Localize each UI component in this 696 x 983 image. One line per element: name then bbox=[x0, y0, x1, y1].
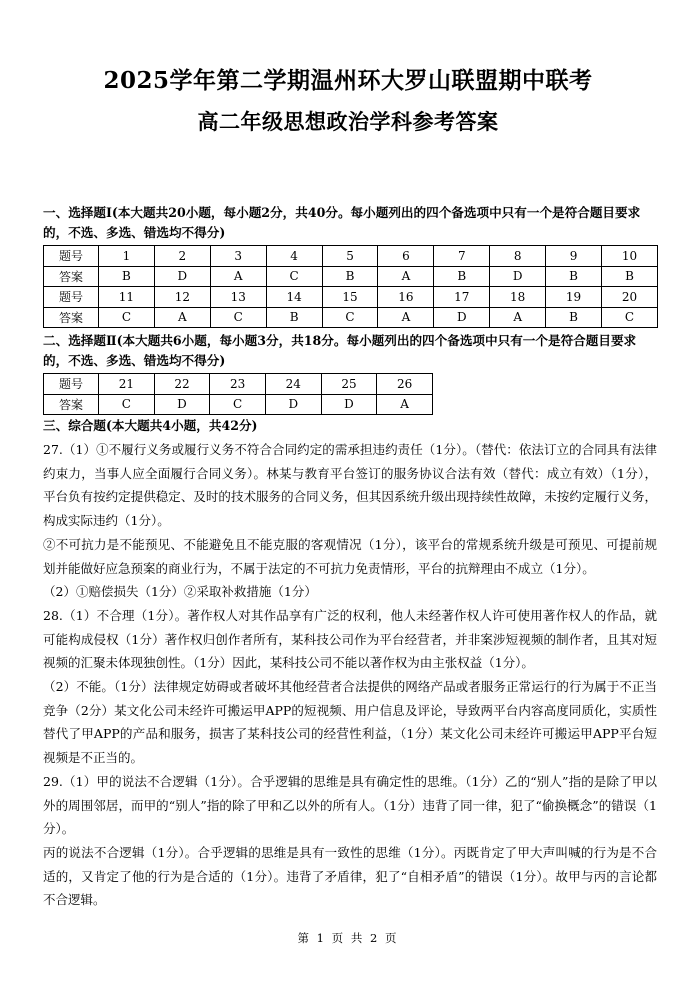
question-number: 5 bbox=[322, 246, 378, 267]
answer-cell: A bbox=[377, 394, 433, 415]
question-number: 6 bbox=[378, 246, 434, 267]
table-row bbox=[44, 266, 658, 287]
section1-answer-table bbox=[43, 245, 658, 328]
question-number: 18 bbox=[490, 287, 546, 308]
answer-cell: A bbox=[378, 266, 434, 287]
question-number: 9 bbox=[546, 246, 602, 267]
table-row bbox=[44, 374, 433, 395]
answer-paragraph-28-1: 28.（1）不合理（1分）。著作权人对其作品享有广泛的权利，他人未经著作权人许可使用著作权人的作品，就可能构成侵权（1分）著作权归创作者所有，某科技公司作为平台经营者，并非案涉短视频的制作者，且其对短视频的汇聚未体现独创性。（1分）因此，某科技公司不能以著作权为由主张权益（1分）。 bbox=[43, 607, 657, 671]
page-subtitle: 高二年级思想政治学科参考答案 bbox=[197, 109, 499, 134]
answer-cell: D bbox=[434, 307, 490, 328]
table-row bbox=[44, 246, 658, 267]
section3-heading: 三、综合题(本大题共4小题，共42分) bbox=[43, 418, 258, 433]
question-number: 14 bbox=[266, 287, 322, 308]
table-row bbox=[44, 394, 433, 415]
question-number: 2 bbox=[154, 246, 210, 267]
answer-cell: A bbox=[210, 266, 266, 287]
answer-cell: A bbox=[154, 307, 210, 328]
answer-paragraph-27-3: （2）①赔偿损失（1分）②采取补救措施（1分） bbox=[43, 584, 317, 600]
page-footer: 第 1 页 共 2 页 bbox=[297, 931, 399, 945]
answer-cell: C bbox=[99, 394, 155, 415]
question-number: 23 bbox=[210, 374, 266, 395]
question-number: 20 bbox=[602, 287, 658, 308]
question-number: 19 bbox=[546, 287, 602, 308]
answer-cell: B bbox=[266, 307, 322, 328]
page-title: 2025学年第二学期温州环大罗山联盟期中联考 bbox=[103, 67, 593, 94]
answer-cell: A bbox=[490, 307, 546, 328]
question-number: 7 bbox=[434, 246, 490, 267]
row-label: 题号 bbox=[44, 287, 99, 308]
question-number: 3 bbox=[210, 246, 266, 267]
question-number: 4 bbox=[266, 246, 322, 267]
question-number: 12 bbox=[154, 287, 210, 308]
answer-cell: D bbox=[265, 394, 321, 415]
question-number: 10 bbox=[602, 246, 658, 267]
answer-cell: C bbox=[99, 307, 155, 328]
question-number: 8 bbox=[490, 246, 546, 267]
section1-heading: 一、选择题Ⅰ(本大题共20小题，每小题2分，共40分。每小题列出的四个备选项中只有一个是符合题目要求的，不选、多选、错选均不得分) bbox=[43, 205, 641, 240]
question-number: 11 bbox=[99, 287, 155, 308]
question-number: 25 bbox=[321, 374, 377, 395]
answer-cell: C bbox=[602, 307, 658, 328]
answer-cell: D bbox=[321, 394, 377, 415]
answer-cell: B bbox=[99, 266, 155, 287]
answer-cell: B bbox=[322, 266, 378, 287]
question-number: 16 bbox=[378, 287, 434, 308]
section2-heading: 二、选择题Ⅱ(本大题共6小题，每小题3分，共18分。每小题列出的四个备选项中只有一个是符合题目要求的，不选、多选、错选均不得分) bbox=[43, 333, 637, 368]
question-number: 24 bbox=[265, 374, 321, 395]
answer-cell: A bbox=[378, 307, 434, 328]
question-number: 13 bbox=[210, 287, 266, 308]
answer-paragraph-27-2: ②不可抗力是不能预见、不能避免且不能克服的客观情况（1分），该平台的常规系统升级是可预见、可提前规划并能做好应急预案的商业行为，不属于法定的不可抗力免责情形，平台的抗辩理由不成立（1分）。 bbox=[43, 536, 657, 576]
question-number: 22 bbox=[154, 374, 210, 395]
answer-cell: C bbox=[322, 307, 378, 328]
answer-cell: B bbox=[434, 266, 490, 287]
question-number: 21 bbox=[99, 374, 155, 395]
question-number: 17 bbox=[434, 287, 490, 308]
question-number: 1 bbox=[99, 246, 155, 267]
answer-paragraph-29-2: 丙的说法不合逻辑（1分）。合乎逻辑的思维是具有一致性的思维（1分）。丙既肯定了甲大声叫喊的行为是不合适的，又肯定了他的行为是合适的（1分）。违背了矛盾律，犯了“自相矛盾”的错误（1分）。故甲与丙的言论都不合逻辑。 bbox=[43, 844, 657, 908]
answer-paragraph-29-1: 29.（1）甲的说法不合逻辑（1分）。合乎逻辑的思维是具有确定性的思维。（1分）乙的“别人”指的是除了甲以外的周围邻居，而甲的“别人”指的除了甲和乙以外的所有人。（1分）违背了同一律，犯了“偷换概念”的错误（1分）。 bbox=[43, 773, 657, 837]
answer-cell: D bbox=[490, 266, 546, 287]
answer-cell: C bbox=[210, 394, 266, 415]
row-label: 答案 bbox=[44, 307, 99, 328]
question-number: 26 bbox=[377, 374, 433, 395]
answer-cell: B bbox=[602, 266, 658, 287]
answer-cell: B bbox=[546, 307, 602, 328]
table-row bbox=[44, 287, 658, 308]
row-label: 题号 bbox=[44, 374, 99, 395]
section3-answers bbox=[43, 438, 657, 912]
table-row bbox=[44, 307, 658, 328]
answer-cell: B bbox=[546, 266, 602, 287]
answer-paragraph-28-2: （2）不能。（1分）法律规定妨碍或者破坏其他经营者合法提供的网络产品或者服务正常运行的行为属于不正当竞争（2分）某文化公司未经许可搬运甲APP的短视频、用户信息及评论，导致两平台内容高度同质化，实质性替代了甲APP的产品和服务，损害了某科技公司的经营性利益，（1分）某文化公司未经许可搬运甲APP平台短视频是不正当的。 bbox=[43, 679, 657, 766]
question-number: 15 bbox=[322, 287, 378, 308]
answer-cell: D bbox=[154, 394, 210, 415]
section2-answer-table bbox=[43, 373, 433, 415]
answer-cell: D bbox=[154, 266, 210, 287]
row-label: 答案 bbox=[44, 266, 99, 287]
answer-cell: C bbox=[266, 266, 322, 287]
row-label: 答案 bbox=[44, 394, 99, 415]
answer-cell: C bbox=[210, 307, 266, 328]
row-label: 题号 bbox=[44, 246, 99, 267]
answer-paragraph-27-1: 27.（1）①不履行义务或履行义务不符合合同约定的需承担违约责任（1分）。（替代：依法订立的合同具有法律约束力，当事人应全面履行合同义务）。林某与教育平台签订的服务协议合法有效（替代：成立有效）（1分），平台负有按约定提供稳定、及时的技术服务的合同义务，但其因系统升级出现持续性故障，未按约定履行义务，构成实际违约（1分）。 bbox=[43, 442, 657, 529]
